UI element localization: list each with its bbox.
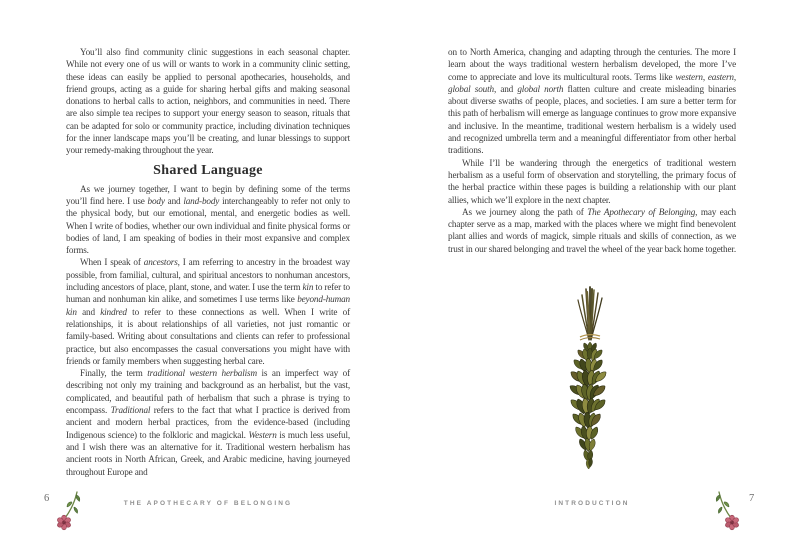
paragraph: on to North America, changing and adapting through the centuries. The more I learn about the ways traditional western herbalism developed, the more I’ve come to appreciate and love its multicultural roots. Terms like western, eastern, global south, and global north flatten culture and create misleading binaries about diverse swaths of people, places, and societies. I am sure a better term for this path of herbalism will emerge as language continues to grow more expansive and inclusive. In the meantime, traditional western herbalism is a widely used and recognized umbrella term and a meaningful differentiator from other herbal traditions. (448, 47, 736, 156)
left-page-text-column (66, 46, 350, 478)
flower-sprig-illustration (715, 489, 743, 533)
running-footer-right: INTRODUCTION (554, 500, 630, 507)
section-heading: Shared Language (153, 162, 263, 178)
paragraph: When I speak of ancestors, I am referring to ancestry in the broadest way possible, from familial, cultural, and spiritual ancestors to nonhuman ancestors, including ancestors of place, plant, stone, and water. I use the term kin to refer to human and nonhuman kin alike, and sometimes I use terms like beyond-human kin and kindred to refer to these connections as well. When I write of relationships, it is about relationships of all varieties, not just romantic or family-based. Writing about consultations and clients can refer to professional practice, but also encompasses the casual conversations you might have with friends or family members when suggesting herbal care. (66, 257, 351, 366)
right-page-text-column (448, 46, 736, 255)
dried-herb-bundle-illustration (561, 286, 619, 469)
running-footer-left: THE APOTHECARY OF BELONGING (123, 500, 293, 507)
flower-sprig-illustration (53, 489, 81, 533)
paragraph: While I’ll be wandering through the energetics of traditional western herbalism as a useful form of observation and storytelling, the primary focus of the herbal practice within these pages is building a relationship with our plant allies, which we’ll explore in the next chapter. (448, 157, 736, 205)
flower-head (724, 515, 739, 530)
paragraph: As we journey together, I want to begin by defining some of the terms you’ll find here. I use body and land-body interchangeably to refer not only to the physical body, but our emotional, mental, and energetic bodies as well. When I write of bodies, whether our own individual and finite physical forms or bodies of land, I am speaking of bodies in their most expansive and complex forms. (66, 183, 351, 256)
left-page-number: 6 (44, 493, 50, 504)
herb-leaves (568, 342, 608, 469)
flower-head (56, 515, 71, 530)
right-page-number: 7 (749, 493, 755, 504)
paragraph: As we journey along the path of The Apothecary of Belonging, may each chapter serve as a map, marked with the places where we might find benevolent plant allies and words of magick, simple rituals and skills of connection, as we trust in our shared belonging and travel the wheel of the year back home together. (448, 206, 737, 254)
herb-stems (578, 287, 602, 340)
paragraph: You’ll also find community clinic suggestions in each seasonal chapter. While not every one of us will or wants to work in a community clinic setting, these ideas can easily be applied to personal apothecaries, households, and friend groups, acting as a guide for sharing herbal gifts and making seasonal donations to herbal calls to action, neighbors, and communities in need. There are also simple tea recipes to support your energy season to season, rituals that can be adapted for solo or community practice, including divination techniques for the inner landscape maps you’ll be creating, and lunar blessings to support your remedy-making throughout the year. (66, 47, 350, 156)
paragraph: Finally, the term traditional western herbalism is an imperfect way of describing not only my training and background as an herbalist, but the vast, complicated, and beautiful path of herbalism that such a phrase is trying to encompass. Traditional refers to the fact that what I practice is derived from ancient and modern herbal practices, from the evidence-based (including Indigenous science) to the folkloric and magickal. Western is much less useful, and I wish there was an alternative for it. Traditional western herbalism has ancient roots in North African, Greek, and Arabic medicine, having journeyed throughout Europe and (66, 368, 351, 477)
